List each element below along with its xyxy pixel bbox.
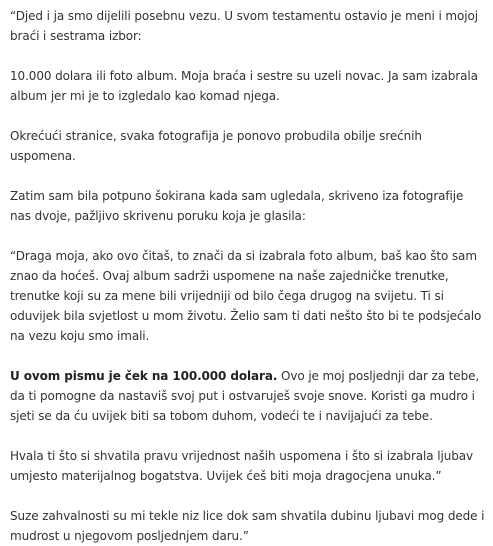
paragraph-letter-start: “Draga moja, ako ovo čitaš, to znači da si izabrala foto album, baš kao što sam znao da hoćeš. Ovaj album sadrži uspomene na naše zajedničke trenutke, trenutke koji su za mene bili vrijedniji od bilo čega drugog na svijetu. Ti si oduvijek bila svjetlost u mom životu. Želio sam ti dati nešto što bi te podsjećalo na vezu koju smo imali. (10, 249, 482, 343)
paragraph-discovery: Zatim sam bila potpuno šokirana kada sam ugledala, skriveno iza fotografije nas dvoje, pažljivo skrivenu poruku koja je glasila: (10, 189, 464, 223)
article-body (10, 6, 485, 546)
paragraph-gratitude: Hvala ti što si shvatila pravu vrijednost naših uspomena i što si izabrala ljubav umjesto materijalnog bogatstva. Uvijek ćeš biti moja dragocjena unuka.” (10, 449, 473, 483)
paragraph-check (10, 366, 485, 426)
paragraph-intro: “Djed i ja smo dijelili posebnu vezu. U svom testamentu ostavio je meni i mojoj braći i sestrama izbor: (10, 9, 478, 43)
paragraph-check-emphasis: U ovom pismu je ček na 100.000 dolara. (10, 369, 278, 383)
paragraph-choice: 10.000 dolara ili foto album. Moja braća i sestre su uzeli novac. Ja sam izabrala album jer mi je to izgledalo kao komad njega. (10, 69, 478, 103)
paragraph-closing: Suze zahvalnosti su mi tekle niz lice dok sam shvatila dubinu ljubavi mog dede i mudrost u njegovom posljednjem daru.” (10, 509, 485, 543)
paragraph-memories: Okrećući stranice, svaka fotografija je ponovo probudila obilje srećnih uspomena. (10, 129, 422, 163)
paragraph-check-rest: Ovo je moj posljednji dar za tebe, da ti pomogne da nastaviš svoj put i ostvaruješ svoje snove. Koristi ga mudro i sjeti se da ću uvijek biti sa tobom duhom, vodeći te i navijajući za tebe. (10, 369, 480, 423)
